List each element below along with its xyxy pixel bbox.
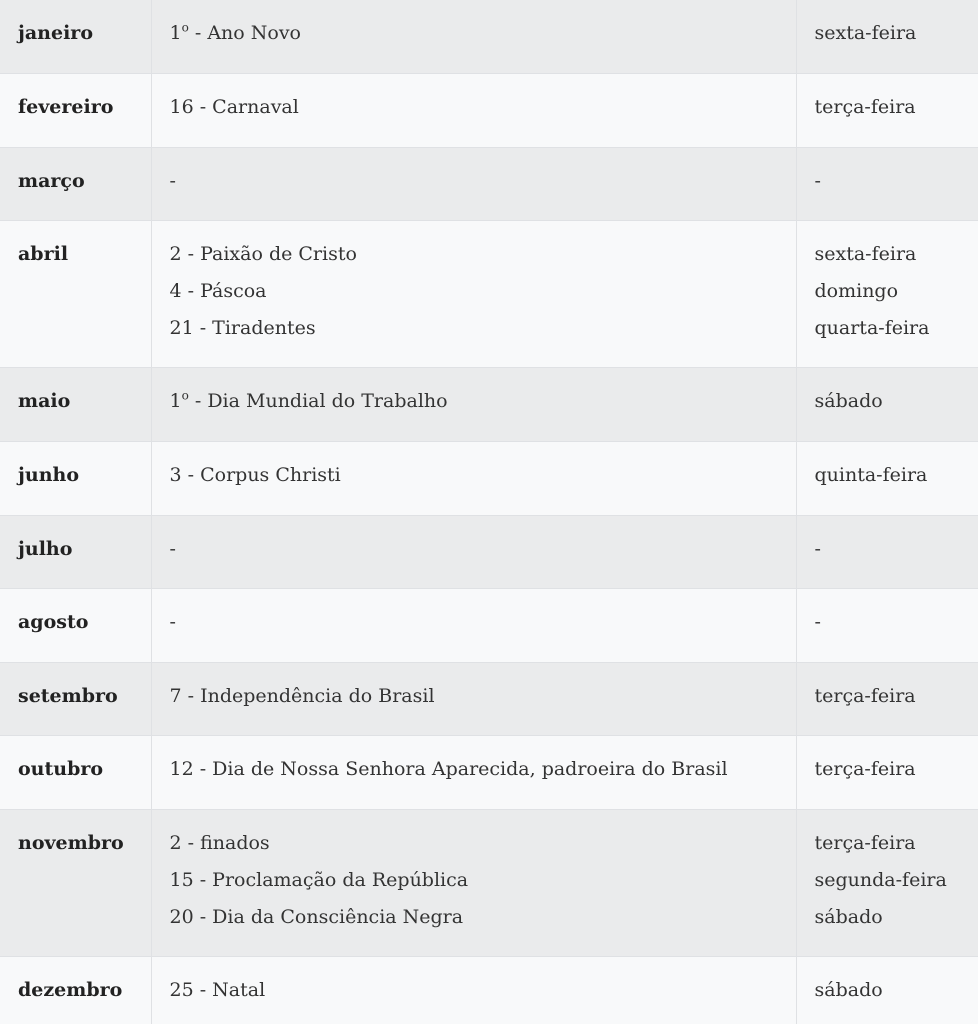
holiday-line: 1$^o$ - Ano Novo: [169, 20, 302, 44]
table-row: [0, 736, 978, 810]
holiday-cell: [151, 957, 796, 1024]
holiday-line: 21 - Tiradentes: [169, 317, 316, 340]
month-cell: abril: [0, 221, 151, 368]
month-cell: outubro: [0, 736, 151, 810]
holiday-line: 3 - Corpus Christi: [169, 464, 341, 487]
weekday-cell: [796, 147, 978, 221]
weekday-line: sábado: [814, 390, 883, 413]
weekday-cell: [796, 442, 978, 516]
holiday-line: 7 - Independência do Brasil: [169, 684, 435, 707]
weekday-cell: [796, 221, 978, 368]
weekday-cell: [796, 74, 978, 148]
holiday-line: -: [169, 169, 176, 192]
holiday-cell: [151, 810, 796, 957]
weekday-cell: [796, 0, 978, 74]
weekday-line: sexta-feira: [814, 22, 917, 44]
weekday-cell: [796, 957, 978, 1024]
month-cell: junho: [0, 442, 151, 516]
month-cell: março: [0, 147, 151, 221]
weekday-cell: [796, 736, 978, 810]
weekday-cell: [796, 515, 978, 589]
table-row: [0, 957, 978, 1024]
weekday-line: terça-feira: [814, 832, 916, 855]
month-cell: dezembro: [0, 957, 151, 1024]
weekday-line: terça-feira: [814, 96, 916, 119]
weekday-line: sábado: [814, 979, 883, 1002]
weekday-line: -: [814, 537, 821, 560]
table-row: [0, 0, 978, 74]
holiday-line: 12 - Dia de Nossa Senhora Aparecida, padroeira do Brasil: [169, 758, 728, 781]
holiday-line: 2 - finados: [169, 832, 270, 855]
holiday-line: 2 - Paixão de Cristo: [169, 243, 357, 266]
month-cell: agosto: [0, 589, 151, 663]
holiday-line: 4 - Páscoa: [169, 280, 267, 303]
table-row: [0, 147, 978, 221]
table-row: [0, 442, 978, 516]
weekday-line: -: [814, 169, 821, 192]
month-cell: setembro: [0, 662, 151, 736]
month-cell: novembro: [0, 810, 151, 957]
table-row: [0, 515, 978, 589]
table-row: [0, 368, 978, 442]
table-row: [0, 589, 978, 663]
table-row: [0, 74, 978, 148]
table-row: [0, 810, 978, 957]
weekday-line: domingo: [814, 280, 899, 303]
holiday-cell: [151, 515, 796, 589]
holiday-line: 16 - Carnaval: [169, 96, 299, 119]
weekday-line: sexta-feira: [814, 243, 917, 266]
holiday-cell: [151, 74, 796, 148]
weekday-cell: [796, 662, 978, 736]
weekday-line: terça-feira: [814, 684, 916, 707]
weekday-cell: [796, 368, 978, 442]
table-row: [0, 662, 978, 736]
month-cell: fevereiro: [0, 74, 151, 148]
holiday-line: 25 - Natal: [169, 979, 266, 1002]
holiday-cell: [151, 442, 796, 516]
holiday-cell: [151, 736, 796, 810]
weekday-cell: [796, 810, 978, 957]
month-cell: janeiro: [0, 0, 151, 74]
weekday-line: quarta-feira: [814, 317, 930, 340]
holiday-line: -: [169, 611, 176, 634]
holiday-cell: [151, 589, 796, 663]
holiday-cell: [151, 368, 796, 442]
table-row: [0, 221, 978, 368]
holiday-cell: [151, 147, 796, 221]
weekday-line: segunda-feira: [814, 869, 947, 892]
weekday-cell: [796, 589, 978, 663]
month-cell: julho: [0, 515, 151, 589]
holiday-line: 20 - Dia da Consciência Negra: [169, 906, 464, 929]
holiday-cell: [151, 221, 796, 368]
weekday-line: sábado: [814, 906, 883, 929]
holiday-line: 1$^o$ - Dia Mundial do Trabalho: [169, 389, 448, 413]
weekday-line: terça-feira: [814, 758, 916, 781]
weekday-line: -: [814, 611, 821, 634]
holiday-cell: [151, 662, 796, 736]
holiday-line: -: [169, 537, 176, 560]
holiday-cell: [151, 0, 796, 74]
weekday-line: quinta-feira: [814, 464, 928, 487]
holiday-line: 15 - Proclamação da República: [169, 869, 469, 892]
month-cell: maio: [0, 368, 151, 442]
